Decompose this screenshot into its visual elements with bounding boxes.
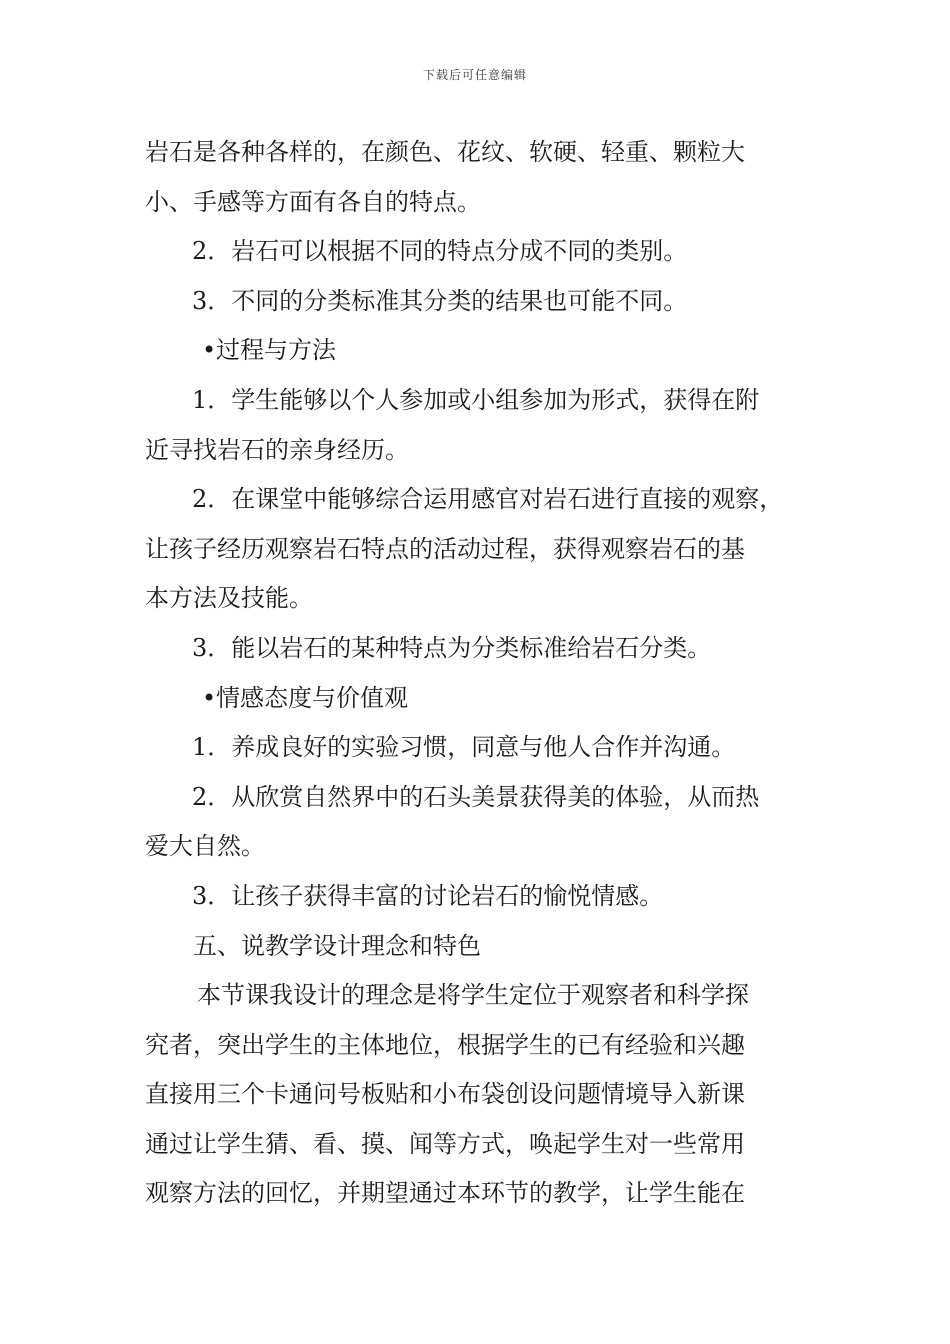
paragraph-line: 观察方法的回忆，并期望通过本环节的教学，让学生能在	[145, 1179, 745, 1208]
list-item: 2．岩石可以根据不同的特点分成不同的类别。	[192, 237, 688, 266]
paragraph-line: 让孩子经历观察岩石特点的活动过程，获得观察岩石的基	[145, 534, 745, 563]
list-item: 1．学生能够以个人参加或小组参加为形式，获得在附	[192, 385, 760, 414]
section-heading-process-methods	[145, 326, 835, 376]
list-item: 2．在课堂中能够综合运用感官对岩石进行直接的观察，	[192, 485, 784, 514]
paragraph-line: 究者，突出学生的主体地位，根据学生的已有经验和兴趣	[145, 1030, 745, 1059]
section-heading-design-concept: 五、说教学设计理念和特色	[193, 931, 481, 960]
paragraph-line: 本节课我设计的理念是将学生定位于观察者和科学探	[197, 981, 749, 1010]
bullet-icon: •	[202, 336, 217, 365]
paragraph-line: 直接用三个卡通问号板贴和小布袋创设问题情境导入新课	[145, 1080, 745, 1109]
paragraph-line: 本方法及技能。	[145, 584, 313, 613]
document-body	[145, 128, 835, 1219]
page-header: 下载后可任意编辑	[422, 68, 527, 82]
list-item: 3．不同的分类标准其分类的结果也可能不同。	[192, 286, 688, 315]
list-item: 3．让孩子获得丰富的讨论岩石的愉悦情感。	[192, 881, 664, 910]
section-heading-attitude-values	[145, 674, 835, 724]
list-item: 1．养成良好的实验习惯，同意与他人合作并沟通。	[192, 733, 736, 762]
section-heading-text: 情感态度与价值观	[216, 683, 408, 712]
section-heading-text: 过程与方法	[216, 336, 336, 365]
paragraph-line: 近寻找岩石的亲身经历。	[145, 435, 409, 464]
list-item: 3．能以岩石的某种特点为分类标准给岩石分类。	[192, 633, 712, 662]
paragraph-line: 小、手感等方面有各自的特点。	[145, 187, 481, 216]
paragraph-line: 岩石是各种各样的，在颜色、花纹、软硬、轻重、颗粒大	[145, 138, 745, 166]
list-item: 2．从欣赏自然界中的石头美景获得美的体验，从而热	[192, 782, 760, 811]
bullet-icon: •	[202, 683, 217, 712]
paragraph-line: 爱大自然。	[145, 832, 265, 861]
paragraph-line: 通过让学生猜、看、摸、闻等方式，唤起学生对一些常用	[145, 1129, 745, 1158]
